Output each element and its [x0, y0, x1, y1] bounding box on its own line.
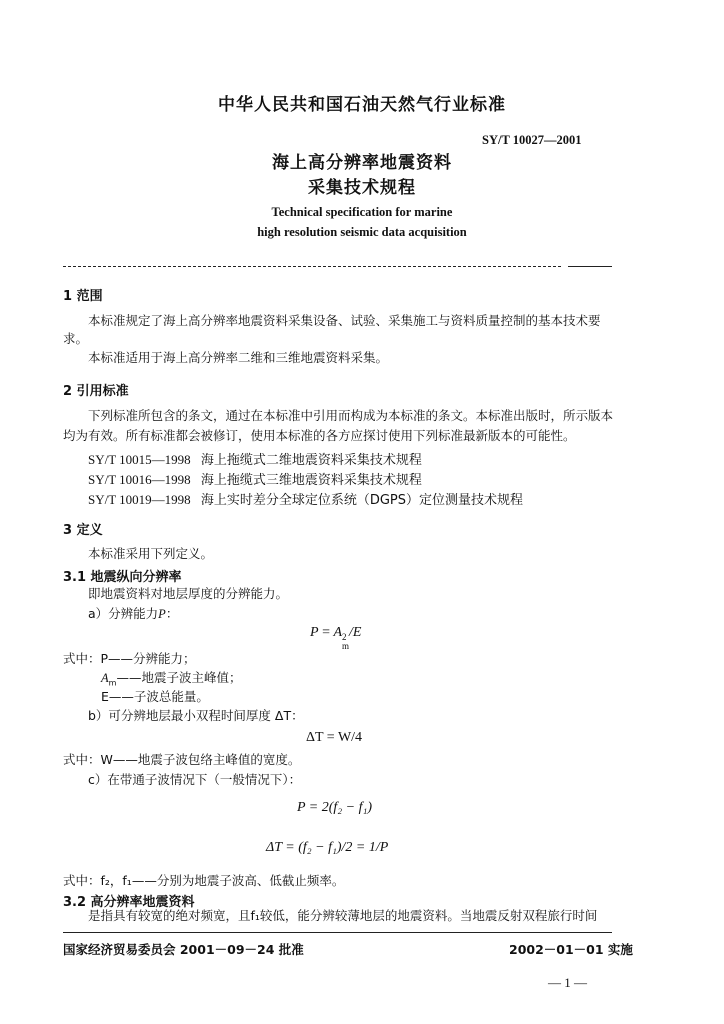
section-1-para1-line2: 求。 — [63, 331, 89, 346]
subsection-3-1-definition: 即地震资料对地层厚度的分辨能力。 — [88, 586, 289, 601]
section-2-heading: 2 引用标准 — [63, 384, 129, 399]
header-divider-solid — [568, 266, 612, 267]
item-a-variable: P — [158, 607, 166, 621]
title-cn-line1: 海上高分辨率地震资料 — [272, 153, 452, 173]
footer-divider — [63, 932, 612, 933]
item-a-colon: ： — [165, 606, 179, 621]
subsection-3-1-heading: 3.1 地震纵向分辨率 — [63, 570, 182, 585]
reference-code: SY/T 10019—1998 — [88, 492, 191, 507]
formula-energy: /E — [349, 625, 362, 640]
reference-title: 海上实时差分全球定位系统（DGPS）定位测量技术规程 — [200, 493, 524, 508]
reference-item — [88, 449, 422, 468]
section-1-para2: 本标准适用于海上高分辨率二维和三维地震资料采集。 — [88, 350, 389, 365]
formula-superscript: 2 — [342, 632, 347, 642]
title-en-line2: high resolution seismic data acquisition — [257, 225, 467, 239]
section-2-para-line1: 下列标准所包含的条文，通过在本标准中引用而构成为本标准的条文。本标准出版时，所示版本 — [88, 408, 614, 423]
formula-delta-t: ΔT = W/4 — [306, 730, 363, 745]
section-3-intro: 本标准采用下列定义。 — [88, 546, 214, 561]
page-number: — 1 — — [548, 975, 587, 990]
formula-equals: = — [318, 625, 334, 640]
where-p-definition: P——分辨能力； — [100, 651, 196, 666]
where-lead: 式中： — [63, 651, 101, 666]
where-2: 式中：W——地震子波包络主峰值的宽度。 — [63, 752, 301, 767]
item-b-label: b）可分辨地层最小双程时间厚度 ΔT： — [88, 708, 304, 723]
reference-item — [88, 489, 523, 508]
section-2-para-line2: 均为有效。所有标准都会被修订，使用本标准的各方应探讨使用下列标准最新版本的可能性。 — [63, 428, 576, 443]
reference-code: SY/T 10016—1998 — [88, 472, 191, 487]
where-3: 式中：f₂，f₁——分别为地震子波高、低截止频率。 — [63, 873, 345, 888]
where-1-line3: E——子波总能量。 — [101, 689, 209, 704]
section-1-heading: 1 范围 — [63, 289, 103, 304]
formula-bandpass-delta-t: ΔT = (f₂ − f₁)/2 = 1/P — [266, 840, 389, 855]
standard-code: SY/T 10027—2001 — [482, 133, 582, 147]
title-en-line1: Technical specification for marine — [271, 205, 453, 219]
section-3-heading: 3 定义 — [63, 523, 103, 538]
reference-item — [88, 469, 422, 488]
item-c-label: c）在带通子波情况下（一般情况下）： — [88, 772, 302, 787]
reference-code: SY/T 10015—1998 — [88, 452, 191, 467]
standard-body-title: 中华人民共和国石油天然气行业标准 — [218, 95, 506, 115]
formula-bandpass-p: P = 2(f₂ − f₁) — [297, 800, 373, 815]
formula-subscript: m — [342, 641, 350, 651]
section-1-para1-line1: 本标准规定了海上高分辨率地震资料采集设备、试验、采集施工与资料质量控制的基本技术要 — [88, 313, 601, 328]
reference-title: 海上拖缆式二维地震资料采集技术规程 — [200, 453, 422, 468]
effective-date: 2002－01－01 实施 — [509, 942, 633, 957]
where-a-definition: ——地震子波主峰值； — [116, 670, 242, 685]
item-a-text: a）分辨能力 — [88, 606, 159, 621]
formula-resolution — [310, 625, 362, 651]
header-divider-dashed — [63, 266, 561, 267]
formula-amplitude: A — [333, 625, 343, 640]
item-a-label — [88, 603, 178, 625]
approval-statement: 国家经济贸易委员会 2001－09－24 批准 — [63, 942, 304, 957]
where-a-subscript: m — [108, 678, 117, 688]
subsection-3-2-line: 是指具有较宽的绝对频宽，且f₁较低，能分辨较薄地层的地震资料。当地震反射双程旅行时间 — [88, 908, 598, 923]
subsection-3-2-heading: 3.2 高分辨率地震资料 — [63, 895, 195, 910]
formula-lhs: P — [310, 625, 319, 640]
title-cn-line2: 采集技术规程 — [308, 178, 416, 198]
where-a-variable: A — [101, 671, 109, 685]
reference-title: 海上拖缆式三维地震资料采集技术规程 — [200, 473, 422, 488]
